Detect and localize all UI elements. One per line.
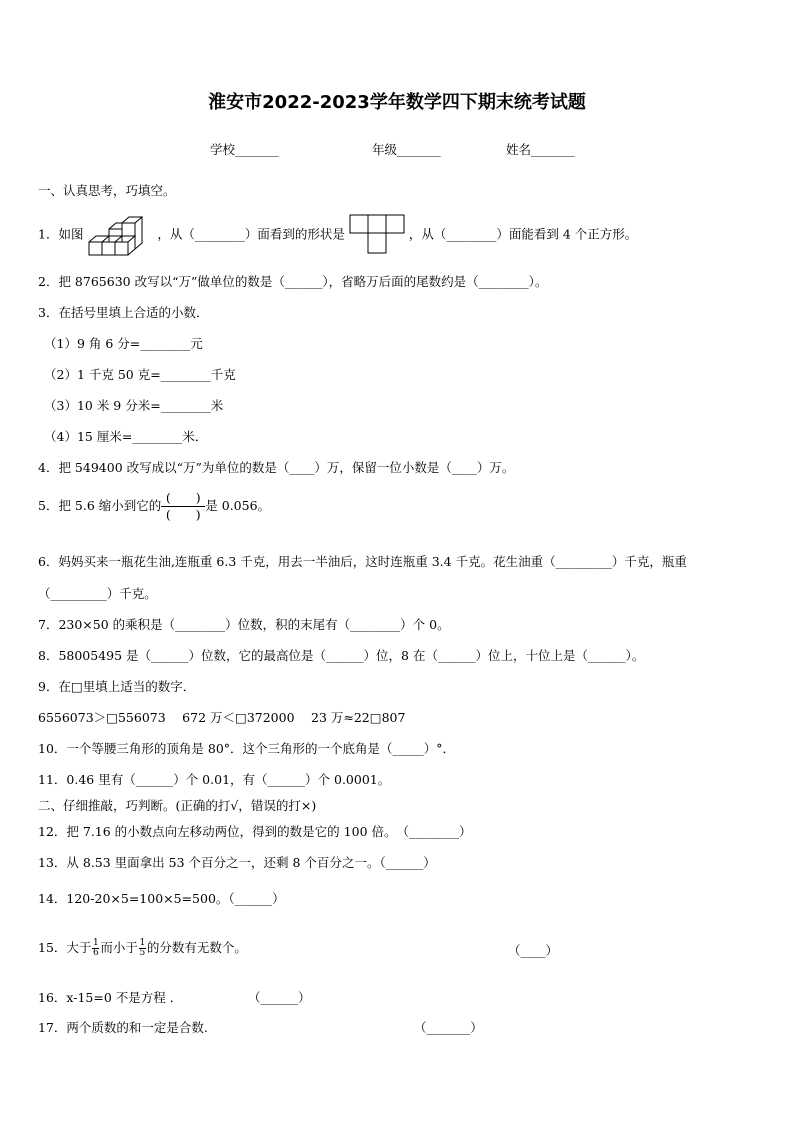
q16-answer-blank[interactable]: （______） xyxy=(248,990,311,1005)
question-2: 2．把 8765630 改写以“万”做单位的数是（______），省略万后面的尾数约是（________）。 xyxy=(38,274,548,289)
shape-view-figure xyxy=(349,214,405,256)
cube-stack-figure xyxy=(87,212,153,258)
q5-fraction[interactable] xyxy=(161,490,205,523)
question-12: 12．把 7.16 的小数点向左移动两位，得到的数是它的 100 倍。 （________） xyxy=(38,824,472,839)
question-13: 13．从 8.53 里面拿出 53 个百分之一，还剩 8 个百分之一。（______） xyxy=(38,855,436,870)
question-16: 16．x-15=0 不是方程 ． xyxy=(38,990,183,1005)
question-3: 3．在括号里填上合适的小数． xyxy=(38,305,209,320)
q15-pre: 15．大于 xyxy=(38,940,92,955)
question-9: 9．在□里填上适当的数字． xyxy=(38,679,196,694)
q5-post: 是 0.056。 xyxy=(205,498,271,513)
q1-post: ，从（________）面能看到 4 个正方形。 xyxy=(408,226,638,242)
question-14: 14．120-20×5=100×5=500。（______） xyxy=(38,891,285,906)
q15-f1-numerator: 1 xyxy=(93,938,99,948)
question-5 xyxy=(38,490,270,523)
question-3-3: （3）10 米 9 分米=________米 xyxy=(44,398,224,413)
question-4: 4．把 549400 改写成以“万”为单位的数是（____）万，保留一位小数是（____）万。 xyxy=(38,460,515,475)
q15-post: 的分数有无数个。 xyxy=(146,940,247,955)
question-1 xyxy=(38,212,637,258)
question-17: 17．两个质数的和一定是合数. xyxy=(38,1020,208,1035)
name-field[interactable]: 姓名_______ xyxy=(506,142,575,157)
question-10: 10．一个等腰三角形的顶角是 80°．这个三角形的一个底角是（_____）°． xyxy=(38,741,456,756)
section-1-heading: 一、认真思考，巧填空。 xyxy=(38,183,176,198)
section-2-heading: 二、仔细推敲，巧判断。(正确的打√，错误的打×) xyxy=(38,798,317,813)
q1-pre: 1．如图 xyxy=(38,226,84,242)
school-field[interactable]: 学校_______ xyxy=(210,142,279,157)
q17-answer-blank[interactable]: （_______） xyxy=(414,1020,483,1035)
q15-answer-blank[interactable]: （____） xyxy=(508,943,559,958)
q15-fraction-2 xyxy=(139,939,146,958)
question-8: 8．58005495 是（______）位数，它的最高位是（______）位，8 在（______）位上，十位上是（______）。 xyxy=(38,648,645,663)
q5-numerator: ( ) xyxy=(165,490,201,505)
question-9-items: 6556073＞□556073 672 万＜□372000 23 万≈22□807 xyxy=(38,710,406,725)
question-6-line-2: （_________）千克。 xyxy=(38,586,157,601)
question-11: 11．0.46 里有（______）个 0.01，有（______）个 0.0001。 xyxy=(38,772,391,787)
q15-f1-denominator: 6 xyxy=(93,948,99,958)
q15-mid: 而小于 xyxy=(100,940,138,955)
question-7: 7．230×50 的乘积是（________）位数，积的末尾有（________）个 0。 xyxy=(38,617,450,632)
grade-field[interactable]: 年级_______ xyxy=(372,142,441,157)
question-3-1: （1）9 角 6 分=________元 xyxy=(44,336,203,351)
q15-fraction-1 xyxy=(92,939,99,958)
q5-pre: 5．把 5.6 缩小到它的 xyxy=(38,498,162,513)
q1-mid: ，从（________）面看到的形状是 xyxy=(157,226,345,242)
question-3-2: （2）1 千克 50 克=________千克 xyxy=(44,367,236,382)
page-title: 淮安市2022-2023学年数学四下期末统考试题 xyxy=(208,92,586,113)
q5-denominator: ( ) xyxy=(165,507,201,522)
q15-f2-numerator: 1 xyxy=(139,938,146,948)
question-3-4: （4）15 厘米=________米． xyxy=(44,429,208,444)
question-6-line-1: 6．妈妈买来一瓶花生油,连瓶重 6.3 千克，用去一半油后，这时连瓶重 3.4 千克。花生油重（_________）千克，瓶重 xyxy=(38,554,687,569)
q15-f2-denominator: 5 xyxy=(139,948,146,958)
question-15 xyxy=(38,938,247,958)
